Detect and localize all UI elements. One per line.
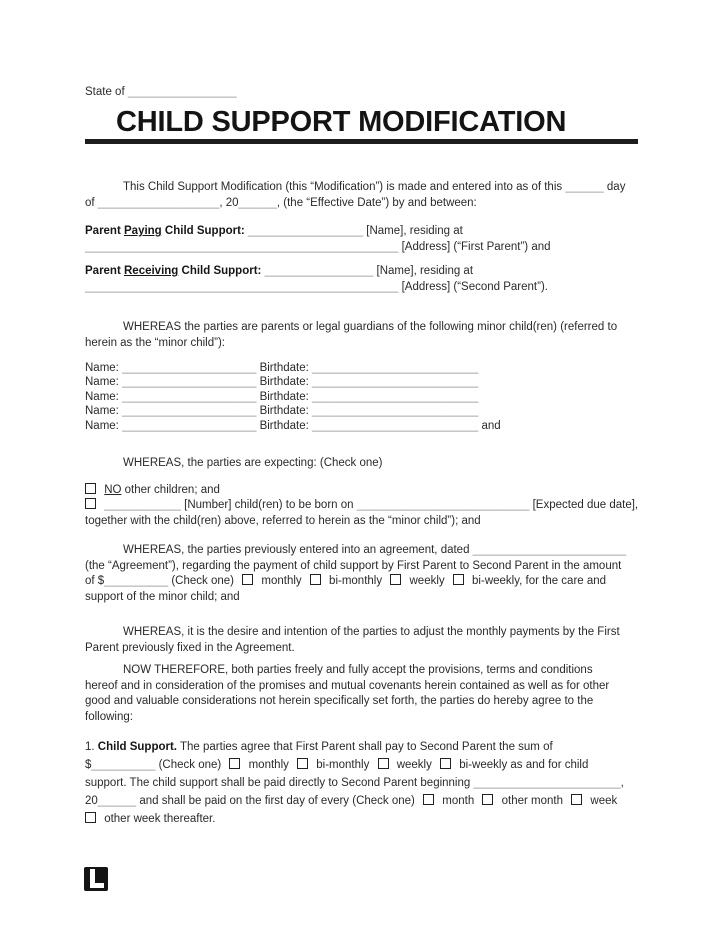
text-segment: other week thereafter. [101, 813, 216, 825]
blank-field: ____________ [104, 499, 181, 511]
text-line [85, 641, 640, 657]
child-support-section [85, 738, 640, 828]
blank-field: _________________________________________________ [85, 240, 399, 253]
text-line [85, 792, 640, 810]
text-line [85, 679, 640, 695]
text-segment: Name: [85, 390, 123, 403]
text-line [85, 663, 640, 679]
checkbox-prev-bi-monthly[interactable] [310, 574, 321, 585]
text-segment: State of [85, 86, 128, 98]
text-segment: Child Support: [178, 265, 262, 277]
text-segment: WHEREAS, it is the desire and intention of the parties to adjust the monthly payments by the First [123, 626, 620, 638]
text-segment: herein as the “minor child”): [85, 336, 225, 349]
text-line [85, 774, 640, 792]
text-segment: WHEREAS, the parties previously entered into an agreement, dated [123, 544, 473, 556]
blank-field: __________________________ [312, 362, 479, 374]
text-segment: together with the child(ren) above, referred to herein as the “minor child”); and [85, 514, 481, 527]
checkbox-pay-weekly[interactable] [378, 758, 389, 769]
blank-field: _____________________ [122, 390, 257, 403]
blank-field: __________________________ [312, 390, 479, 403]
blank-field: ______ [565, 181, 604, 193]
legaltemplates-logo-icon [84, 865, 109, 892]
title-rule [85, 139, 638, 144]
text-segment: Parent previously fixed in the Agreement. [85, 641, 295, 654]
text-segment: weekly [393, 759, 436, 771]
text-segment: monthly [245, 759, 293, 771]
text-segment: Child Support: [161, 225, 245, 237]
text-segment: other children; and [121, 484, 220, 496]
text-segment: and shall be paid on the first day of every (Check one) [136, 795, 419, 807]
text-segment: Name: [85, 419, 123, 432]
checkbox-number-children[interactable] [85, 498, 96, 509]
checkbox-prev-monthly[interactable] [242, 574, 253, 585]
text-segment: (Check one) [155, 759, 225, 771]
text-segment: Birthdate: [256, 376, 313, 389]
text-segment: week [587, 795, 618, 807]
text-segment: bi-weekly, for the care and [468, 575, 607, 587]
children-name-list [85, 361, 640, 433]
text-segment: bi-monthly [325, 575, 386, 587]
text-segment: Birthdate: [256, 362, 313, 374]
state-of-line [85, 85, 640, 101]
text-line [85, 264, 640, 280]
blank-field: _______________________ [473, 777, 621, 789]
text-segment: bi-weekly as and for child [456, 759, 589, 771]
blank-field: _____________________ [122, 405, 257, 418]
whereas-expecting-clause [85, 456, 640, 472]
no-other-children-option [85, 483, 640, 499]
checkbox-prev-weekly[interactable] [390, 574, 401, 585]
text-segment: NOW THEREFORE, both parties freely and fully accept the provisions, terms and conditions [123, 664, 593, 676]
blank-field: __________________ [247, 225, 364, 237]
checkbox-every-other-week[interactable] [85, 812, 96, 823]
text-segment: support. The child support shall be paid directly to Second Parent beginning [85, 777, 474, 789]
text-segment: WHEREAS the parties are parents or legal guardians of the following minor child(ren) (referred to [123, 321, 618, 333]
text-line [85, 483, 640, 499]
whereas-agreement-clause [85, 543, 640, 605]
text-line [85, 336, 640, 352]
text-segment: of $ [85, 575, 105, 587]
text-segment: [Address] (“First Parent”) and [398, 240, 551, 253]
text-segment: [Expected due date], [529, 499, 639, 511]
text-segment: WHEREAS, the parties are expecting: (Check one) [123, 457, 383, 469]
text-line [85, 224, 640, 240]
text-line [85, 810, 640, 828]
blank-field: ________________________ [472, 544, 627, 556]
checkbox-pay-bi-monthly[interactable] [297, 758, 308, 769]
text-segment: good and valuable considerations not herein specifically set forth, the parties do hereby agree to the [85, 695, 594, 707]
text-line [85, 710, 640, 726]
checkbox-no-other-children[interactable] [85, 483, 96, 494]
blank-field: __________ [104, 575, 169, 587]
text-segment: weekly [406, 575, 448, 587]
text-line [85, 694, 640, 710]
blank-field: __________ [91, 759, 156, 771]
now-therefore-clause [85, 663, 640, 725]
blank-field: __________________________ [312, 405, 479, 418]
text-line [85, 756, 640, 774]
text-line [85, 456, 640, 472]
text-line [85, 590, 640, 606]
text-line [85, 280, 640, 296]
text-segment: Parent [85, 265, 124, 277]
text-segment: following: [85, 710, 133, 723]
parent-paying-clause [85, 224, 640, 255]
expecting-children-option [85, 498, 640, 529]
checkbox-pay-monthly[interactable] [229, 758, 240, 769]
text-segment: bi-monthly [313, 759, 373, 771]
text-line [85, 375, 640, 389]
text-segment: other month [498, 795, 567, 807]
text-segment: Receiving [124, 265, 179, 277]
text-segment: 20 [85, 795, 98, 807]
text-segment: and [478, 419, 501, 432]
text-line [85, 180, 640, 196]
text-segment: NO [104, 484, 122, 496]
text-segment: Paying [124, 225, 162, 237]
text-segment: , (the “Effective Date”) by and between: [276, 196, 477, 209]
blank-field: _________________ [264, 265, 374, 277]
text-line [85, 390, 640, 404]
text-segment: Birthdate: [256, 405, 313, 418]
text-line [85, 738, 640, 756]
text-line [85, 559, 640, 575]
text-line [85, 574, 640, 590]
text-segment: hereof and in consideration of the promises and mutual covenants herein contained as well as for other [85, 679, 610, 692]
text-segment: Name: [85, 376, 123, 389]
text-segment: [Address] (“Second Parent”). [398, 280, 548, 293]
text-line [85, 320, 640, 336]
text-segment: Birthdate: [256, 419, 313, 432]
whereas-intention-clause [85, 625, 640, 656]
text-line [85, 85, 640, 101]
text-segment: day [603, 181, 626, 193]
intro-clause [85, 180, 640, 211]
text-segment: of [85, 196, 98, 209]
text-segment: This Child Support Modification (this “Modification”) is made and entered into as of this [123, 181, 566, 193]
text-segment: [Number] child(ren) to be born on [180, 499, 357, 511]
text-segment: support of the minor child; and [85, 590, 240, 603]
text-line [85, 514, 640, 530]
blank-field: __________________________ [312, 376, 479, 389]
text-line [85, 543, 640, 559]
page-title: CHILD SUPPORT MODIFICATION [116, 106, 567, 138]
parent-receiving-clause [85, 264, 640, 295]
checkbox-pay-bi-weekly[interactable] [440, 758, 451, 769]
text-segment: , [620, 777, 624, 789]
text-segment: (Check one) [168, 575, 238, 587]
text-line [85, 625, 640, 641]
text-segment: $ [85, 759, 92, 771]
blank-field: _____________________ [122, 362, 257, 374]
blank-field: ______ [97, 795, 137, 807]
blank-field: _________________ [127, 86, 237, 98]
text-segment: [Name], residing at [363, 225, 463, 237]
text-segment: monthly [258, 575, 305, 587]
text-segment: month [439, 795, 478, 807]
text-line [85, 419, 640, 433]
text-segment: Parent [85, 225, 124, 237]
blank-field: _____________________ [122, 376, 257, 389]
text-line [85, 240, 640, 256]
checkbox-every-month[interactable] [423, 794, 434, 805]
checkbox-every-other-month[interactable] [482, 794, 493, 805]
blank-field: _____________________ [122, 419, 257, 432]
text-segment: 1. [85, 741, 98, 753]
text-segment: The parties agree that First Parent shall pay to Second Parent the sum of [177, 741, 553, 753]
blank-field: __________________________ [312, 419, 479, 432]
blank-field: ___________________ [97, 196, 220, 209]
whereas-children-clause [85, 320, 640, 351]
blank-field: ___________________________ [356, 499, 530, 511]
text-segment: Birthdate: [256, 390, 313, 403]
text-segment: [Name], residing at [373, 265, 474, 277]
checkbox-prev-bi-weekly[interactable] [453, 574, 464, 585]
text-segment: , 20 [219, 196, 239, 209]
text-line [85, 361, 640, 375]
text-segment: Name: [85, 362, 123, 374]
text-line [85, 498, 640, 514]
text-line [85, 404, 640, 418]
text-segment: Name: [85, 405, 123, 418]
text-line [85, 196, 640, 212]
text-segment: Child Support. [97, 741, 178, 753]
checkbox-every-week[interactable] [571, 794, 582, 805]
text-segment: (the “Agreement”), regarding the payment of child support by First Parent to Second Parent in the amount [85, 559, 622, 572]
blank-field: _________________________________________________ [85, 280, 399, 293]
blank-field: ______ [238, 196, 277, 209]
